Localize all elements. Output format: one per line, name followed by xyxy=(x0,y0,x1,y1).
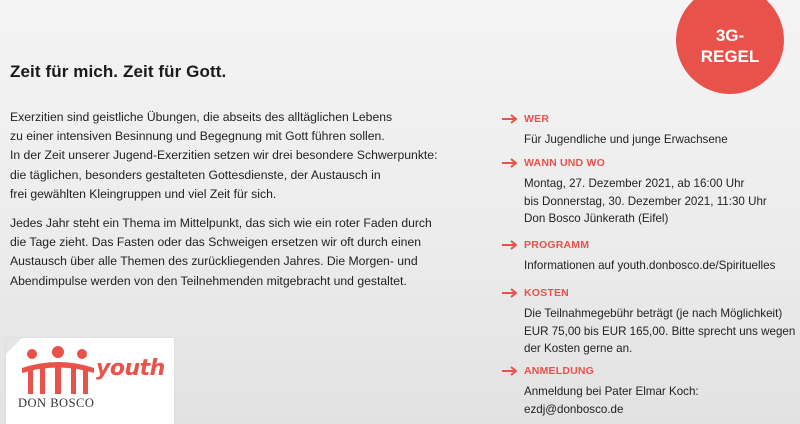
people-figures-icon xyxy=(18,346,98,396)
section-body: Für Jugendliche und junge Erwachsene xyxy=(524,133,728,146)
arrow-right-icon xyxy=(502,114,518,124)
intro-paragraph-1: Exerzitien sind geistliche Übungen, die abseits des alltäglichen Lebens zu einer intensiven Besinnung und Begegnung mit Gott führen sollen. In der Zeit unserer Jugend-Exerzitien setzen wir drei besondere Schwerpunkte: die täglichen, besonders gestalteten Gottesdienste, der Austausch in frei gewählten Kleingruppen und viel Zeit für sich. xyxy=(10,110,438,201)
section-wann-und-wo xyxy=(502,156,798,228)
section-label: WER xyxy=(524,113,550,125)
logo-youth-text: youth xyxy=(96,356,165,381)
section-label: PROGRAMM xyxy=(524,239,590,251)
intro-paragraph-2: Jedes Jahr steht ein Thema im Mittelpunkt, das sich wie ein roter Faden durch die Tage zieht. Das Fasten oder das Schweigen ersetzen wir oft durch einen Austausch über alle Themen des zurückliegenden Jahres. Die Morgen- und Abendimpulse werden von den Teilnehmenden mitgebracht und gestaltet. xyxy=(10,216,432,288)
section-body: Die Teilnahmegebühr beträgt (je nach Möglichkeit) EUR 75,00 bis EUR 165,00. Bitte sprecht uns wegen der Kosten gerne an. xyxy=(524,307,796,355)
logo-org-name: DON BOSCO xyxy=(18,396,95,410)
arrow-right-icon xyxy=(502,288,518,298)
arrow-right-icon xyxy=(502,366,518,376)
section-anmeldung xyxy=(502,364,798,418)
section-label: WANN UND WO xyxy=(524,157,605,169)
intro-text xyxy=(10,108,470,301)
badge-line-2: REGEL xyxy=(700,47,760,66)
registration-contact[interactable]: Anmeldung bei Pater Elmar Koch: ezdj@donbosco.de xyxy=(524,385,699,416)
section-kosten xyxy=(502,286,798,358)
section-label: KOSTEN xyxy=(524,287,569,299)
arrow-right-icon xyxy=(502,240,518,250)
section-wer xyxy=(502,112,798,149)
section-body: Montag, 27. Dezember 2021, ab 16:00 Uhr bis Donnerstag, 30. Dezember 2021, 11:30 Uhr Don Bosco Jünkerath (Eifel) xyxy=(524,177,767,225)
section-body xyxy=(524,257,798,275)
badge-line-1: 3G- xyxy=(715,26,745,45)
section-label: ANMELDUNG xyxy=(524,365,595,377)
arrow-right-icon xyxy=(502,158,518,168)
3g-badge xyxy=(676,0,784,94)
section-programm xyxy=(502,238,798,275)
don-bosco-youth-logo xyxy=(0,334,180,424)
section-body xyxy=(524,383,798,418)
program-link[interactable]: Informationen auf youth.donbosco.de/Spirituelles xyxy=(524,259,776,272)
page-title: Zeit für mich. Zeit für Gott. xyxy=(10,62,227,81)
